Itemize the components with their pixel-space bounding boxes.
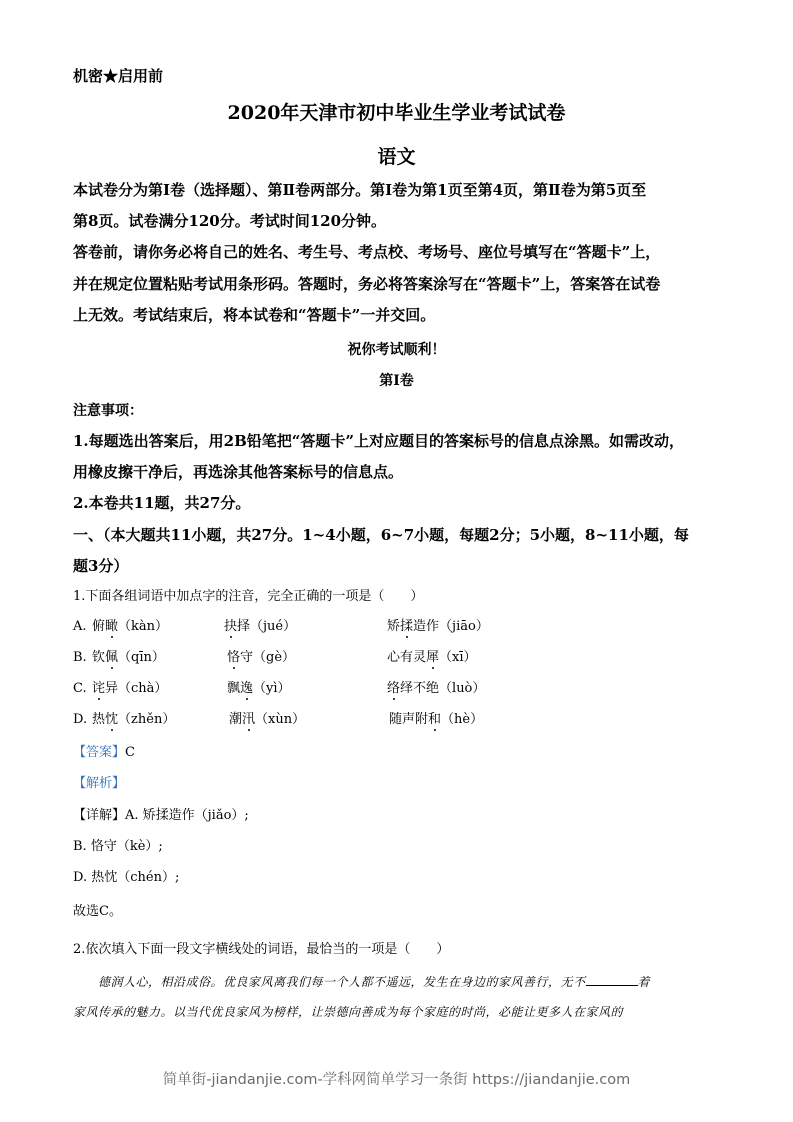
detail-line-2: B. 恪守（kè）; xyxy=(73,839,163,854)
question-2-stem: 2.依次填入下面一段文字横线处的词语，最恰当的一项是（ ） xyxy=(73,942,450,957)
intro-line-1: 本试卷分为第Ⅰ卷（选择题）、第Ⅱ卷两部分。第Ⅰ卷为第1页至第4页，第Ⅱ卷为第5页至 xyxy=(73,181,647,199)
intro-line-2: 第8页。试卷满分120分。考试时间120分钟。 xyxy=(73,212,387,230)
fill-blank[interactable] xyxy=(586,973,638,986)
question-1-stem: 1.下面各组词语中加点字的注音，完全正确的一项是（ ） xyxy=(73,589,424,604)
intro-line-3: 答卷前，请你务必将自己的姓名、考生号、考点校、考场号、座位号填写在“答题卡”上， xyxy=(73,243,661,261)
confidential-mark: 机密★启用前 xyxy=(73,67,164,85)
option-d-word-1: 热忱（zhěn） xyxy=(92,712,176,727)
volume-title: 第Ⅰ卷 xyxy=(379,373,414,389)
option-c-word-1: 诧异（chà） xyxy=(92,681,168,696)
passage-line-2: 家风传承的魅力。以当代优良家风为榜样，让崇德向善成为每个家庭的时尚，必能让更多人在家风的 xyxy=(73,1005,624,1019)
option-a-label: A. xyxy=(73,619,87,634)
option-c-label: C. xyxy=(73,681,87,696)
answer-value: C xyxy=(125,745,135,760)
option-d-label: D. xyxy=(73,712,88,727)
answer-line xyxy=(73,744,135,762)
option-c-word-3: 络绎不绝（luò） xyxy=(387,681,486,696)
detail-line-1: 【详解】A. 矫揉造作（jiǎo）; xyxy=(73,808,249,823)
analysis-tag: 【解析】 xyxy=(73,776,126,791)
note-1-line-1: 1.每题选出答案后，用2B铅笔把“答题卡”上对应题目的答案标号的信息点涂黑。如需改动， xyxy=(73,432,685,450)
option-b-word-3: 心有灵犀（xī） xyxy=(387,650,477,665)
conclusion-line: 故选C。 xyxy=(73,904,122,919)
section-1-line-2: 题3分） xyxy=(73,557,129,575)
intro-line-4: 并在规定位置粘贴考试用条形码。答题时，务必将答案涂写在“答题卡”上，答案答在试卷 xyxy=(73,275,661,293)
option-a-word-3: 矫揉造作（jiāo） xyxy=(387,619,489,634)
exam-title: 2020年天津市初中毕业生学业考试试卷 xyxy=(227,102,566,124)
option-b-word-2: 恪守（gè） xyxy=(227,650,296,665)
answer-tag: 【答案】 xyxy=(73,745,126,760)
option-b-word-1: 钦佩（qīn） xyxy=(92,650,165,665)
option-a-word-2: 抉择（jué） xyxy=(224,619,297,634)
detail-line-3: D. 热忱（chén）; xyxy=(73,870,180,885)
footer-watermark: 简单街-jiandanjie.com-学科网简单学习一条街 https://jiandanjie.com xyxy=(162,1072,631,1088)
note-1-line-2: 用橡皮擦干净后，再选涂其他答案标号的信息点。 xyxy=(73,463,404,481)
good-luck-text: 祝你考试顺利！ xyxy=(347,342,446,358)
section-1-line-1: 一、（本大题共11小题，共27分。1~4小题，6~7小题，每题2分；5小题，8~11小题，每 xyxy=(73,526,689,544)
option-a-word-1: 俯瞰（kàn） xyxy=(92,619,169,634)
option-d-word-2: 潮汛（xùn） xyxy=(229,712,306,727)
option-c-word-2: 飘逸（yì） xyxy=(227,681,291,696)
notes-title: 注意事项： xyxy=(73,403,143,419)
passage-line-1: 德润人心，相沿成俗。优良家风离我们每一个人都不遥远，发生在身边的家风善行，无不 着 xyxy=(98,975,651,989)
option-b-label: B. xyxy=(73,650,87,665)
subject-title: 语文 xyxy=(377,146,416,168)
option-d-word-3: 随声附和（hè） xyxy=(389,712,484,727)
note-2: 2.本卷共11题，共27分。 xyxy=(73,494,251,512)
intro-line-5: 上无效。考试结束后，将本试卷和“答题卡”一并交回。 xyxy=(73,306,436,324)
